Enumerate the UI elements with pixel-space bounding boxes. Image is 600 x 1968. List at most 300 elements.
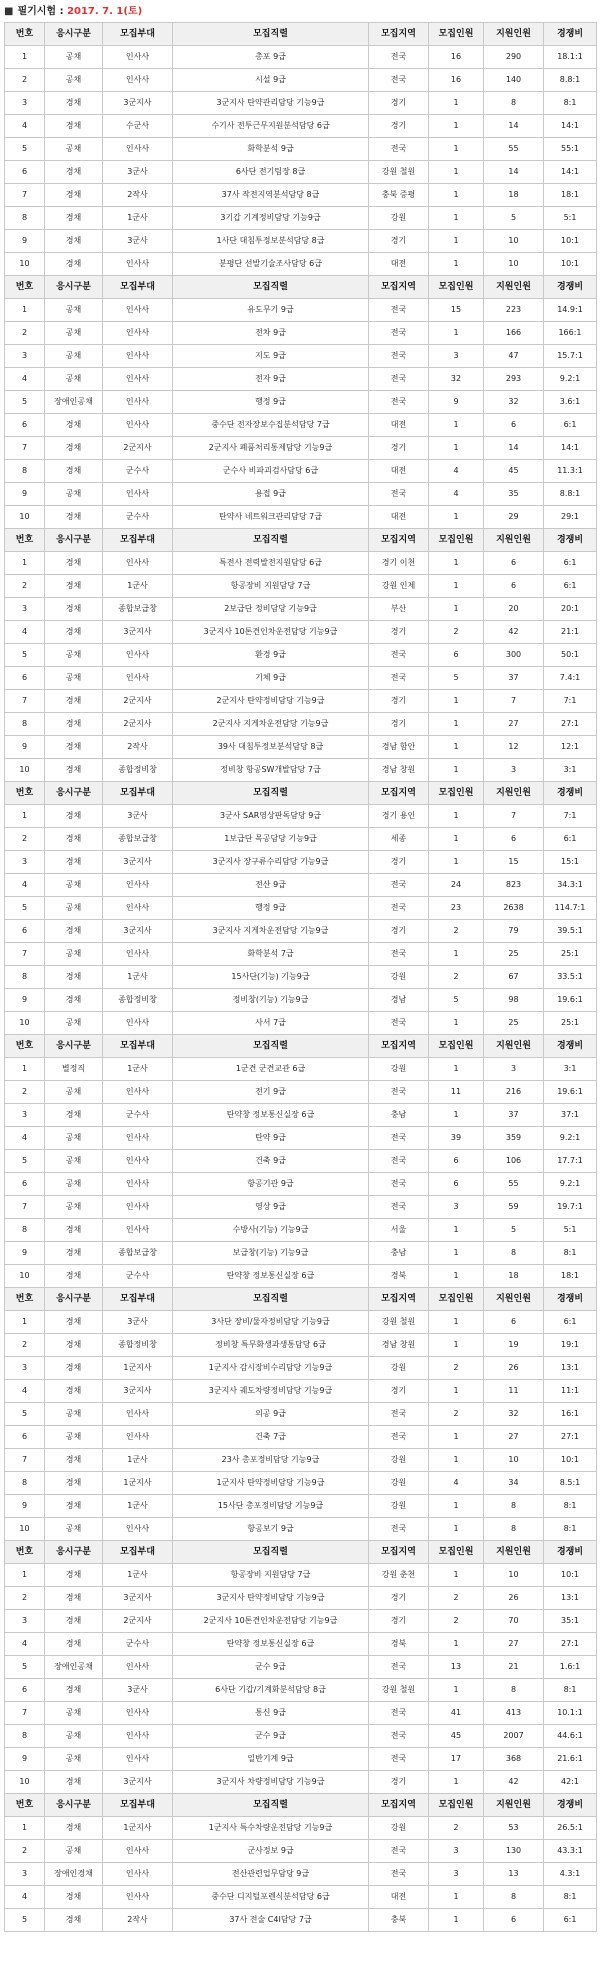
cell-position: 군수 9급	[173, 1656, 369, 1679]
cell-applicants: 59	[484, 1196, 544, 1219]
cell-applicants: 216	[484, 1081, 544, 1104]
cell-applicants: 42	[484, 621, 544, 644]
cell-quota: 1	[429, 1265, 484, 1288]
table-header-row	[5, 23, 597, 46]
cell-region: 경기	[369, 115, 429, 138]
cell-position: 수방사(기능) 기능9급	[173, 1219, 369, 1242]
cell-category: 경채	[45, 1311, 103, 1334]
table-row	[5, 1334, 597, 1357]
cell-applicants: 6	[484, 1311, 544, 1334]
cell-no: 4	[5, 368, 45, 391]
cell-position: 2군지사 10톤견인차운전담당 기능9급	[173, 1610, 369, 1633]
header-no: 번호	[5, 1794, 45, 1817]
cell-applicants: 70	[484, 1610, 544, 1633]
cell-applicants: 21	[484, 1656, 544, 1679]
cell-ratio: 18.1:1	[544, 46, 597, 69]
table-row	[5, 1380, 597, 1403]
cell-applicants: 14	[484, 437, 544, 460]
cell-ratio: 8.5:1	[544, 1472, 597, 1495]
cell-ratio: 55:1	[544, 138, 597, 161]
cell-applicants: 25	[484, 943, 544, 966]
cell-region: 대전	[369, 460, 429, 483]
cell-category: 경채	[45, 1334, 103, 1357]
cell-ratio: 20:1	[544, 598, 597, 621]
cell-unit: 인사사	[103, 322, 173, 345]
cell-region: 강원 철원	[369, 1311, 429, 1334]
cell-applicants: 8	[484, 92, 544, 115]
table-row	[5, 552, 597, 575]
cell-position: 전산관련업무담당 9급	[173, 1863, 369, 1886]
cell-quota: 15	[429, 299, 484, 322]
table-row	[5, 1403, 597, 1426]
cell-applicants: 10	[484, 1564, 544, 1587]
cell-category: 경채	[45, 1564, 103, 1587]
cell-ratio: 18:1	[544, 184, 597, 207]
cell-unit: 인사사	[103, 552, 173, 575]
cell-no: 9	[5, 230, 45, 253]
cell-quota: 1	[429, 138, 484, 161]
cell-no: 5	[5, 391, 45, 414]
header-quota: 모집인원	[429, 1794, 484, 1817]
cell-unit: 인사사	[103, 1403, 173, 1426]
cell-applicants: 27	[484, 713, 544, 736]
cell-quota: 3	[429, 1840, 484, 1863]
cell-quota: 1	[429, 1311, 484, 1334]
cell-quota: 3	[429, 1196, 484, 1219]
cell-region: 전국	[369, 345, 429, 368]
cell-ratio: 166:1	[544, 322, 597, 345]
cell-no: 5	[5, 1403, 45, 1426]
cell-category: 경채	[45, 1472, 103, 1495]
table-row	[5, 230, 597, 253]
cell-position: 탄약 9급	[173, 1127, 369, 1150]
cell-unit: 군수사	[103, 506, 173, 529]
cell-no: 5	[5, 897, 45, 920]
table-row	[5, 460, 597, 483]
cell-ratio: 8:1	[544, 1495, 597, 1518]
cell-applicants: 5	[484, 1219, 544, 1242]
cell-category: 경채	[45, 713, 103, 736]
cell-region: 전국	[369, 1127, 429, 1150]
table-row	[5, 966, 597, 989]
cell-unit: 종합정비창	[103, 759, 173, 782]
header-unit: 모집부대	[103, 1288, 173, 1311]
cell-unit: 인사사	[103, 1518, 173, 1541]
cell-no: 1	[5, 1058, 45, 1081]
cell-applicants: 223	[484, 299, 544, 322]
cell-applicants: 98	[484, 989, 544, 1012]
cell-position: 3군지사 10톤견인차운전담당 기능9급	[173, 621, 369, 644]
header-position: 모집직렬	[173, 1541, 369, 1564]
cell-region: 경기	[369, 621, 429, 644]
cell-category: 경채	[45, 253, 103, 276]
table-row	[5, 69, 597, 92]
cell-unit: 인사사	[103, 943, 173, 966]
cell-no: 3	[5, 345, 45, 368]
table-row	[5, 1863, 597, 1886]
cell-ratio: 4.3:1	[544, 1863, 597, 1886]
cell-category: 공채	[45, 46, 103, 69]
cell-applicants: 6	[484, 1909, 544, 1932]
cell-unit: 3군지사	[103, 1380, 173, 1403]
cell-category: 경채	[45, 506, 103, 529]
table-row	[5, 1495, 597, 1518]
cell-position: 1군지사 특수차량운전담당 기능9급	[173, 1817, 369, 1840]
cell-ratio: 12:1	[544, 736, 597, 759]
cell-region: 전국	[369, 299, 429, 322]
cell-category: 경채	[45, 690, 103, 713]
cell-no: 9	[5, 989, 45, 1012]
cell-region: 경남 창원	[369, 1334, 429, 1357]
cell-quota: 1	[429, 828, 484, 851]
table-row	[5, 1265, 597, 1288]
cell-unit: 2군지사	[103, 690, 173, 713]
header-region: 모집지역	[369, 1541, 429, 1564]
cell-no: 7	[5, 1702, 45, 1725]
table-row	[5, 1173, 597, 1196]
cell-position: 23사 총포정비담당 기능9급	[173, 1449, 369, 1472]
cell-ratio: 7.4:1	[544, 667, 597, 690]
table-header-row	[5, 1541, 597, 1564]
cell-unit: 인사사	[103, 483, 173, 506]
cell-quota: 1	[429, 690, 484, 713]
cell-unit: 인사사	[103, 1840, 173, 1863]
cell-quota: 1	[429, 805, 484, 828]
cell-category: 경채	[45, 851, 103, 874]
cell-applicants: 2638	[484, 897, 544, 920]
cell-position: 6사단 전기팀장 8급	[173, 161, 369, 184]
table-row	[5, 989, 597, 1012]
cell-region: 전국	[369, 138, 429, 161]
header-applicants: 지원인원	[484, 529, 544, 552]
cell-region: 대전	[369, 1886, 429, 1909]
cell-category: 공채	[45, 1518, 103, 1541]
cell-position: 환경 9급	[173, 644, 369, 667]
cell-ratio: 14:1	[544, 161, 597, 184]
cell-category: 경채	[45, 1357, 103, 1380]
cell-ratio: 9.2:1	[544, 1127, 597, 1150]
cell-category: 경채	[45, 920, 103, 943]
cell-ratio: 39.5:1	[544, 920, 597, 943]
cell-category: 경채	[45, 1771, 103, 1794]
cell-applicants: 166	[484, 322, 544, 345]
cell-position: 항공장비 지원담당 7급	[173, 1564, 369, 1587]
cell-position: 15사단 총포정비담당 기능9급	[173, 1495, 369, 1518]
header-region: 모집지역	[369, 1288, 429, 1311]
cell-applicants: 10	[484, 253, 544, 276]
header-applicants: 지원인원	[484, 276, 544, 299]
cell-position: 중수단 디지털포렌식분석담당 6급	[173, 1886, 369, 1909]
cell-category: 장애인공채	[45, 391, 103, 414]
cell-region: 전국	[369, 1518, 429, 1541]
header-region: 모집지역	[369, 23, 429, 46]
cell-unit: 1군사	[103, 207, 173, 230]
cell-ratio: 5:1	[544, 1219, 597, 1242]
cell-quota: 45	[429, 1725, 484, 1748]
cell-ratio: 6:1	[544, 828, 597, 851]
cell-no: 8	[5, 460, 45, 483]
cell-applicants: 6	[484, 828, 544, 851]
cell-no: 6	[5, 1426, 45, 1449]
cell-unit: 인사사	[103, 69, 173, 92]
cell-region: 대전	[369, 253, 429, 276]
header-region: 모집지역	[369, 1794, 429, 1817]
header-region: 모집지역	[369, 529, 429, 552]
cell-applicants: 7	[484, 805, 544, 828]
cell-unit: 종합보급창	[103, 598, 173, 621]
cell-category: 공채	[45, 874, 103, 897]
cell-quota: 1	[429, 1886, 484, 1909]
cell-ratio: 16:1	[544, 1403, 597, 1426]
cell-position: 탄약창 정보통신실장 6급	[173, 1104, 369, 1127]
title-label: 필기시험 :	[17, 6, 68, 17]
cell-category: 공채	[45, 1081, 103, 1104]
table-row	[5, 46, 597, 69]
cell-position: 항공보기 9급	[173, 1518, 369, 1541]
cell-ratio: 14:1	[544, 115, 597, 138]
cell-quota: 4	[429, 460, 484, 483]
cell-no: 7	[5, 184, 45, 207]
table-row	[5, 437, 597, 460]
table-row	[5, 598, 597, 621]
cell-unit: 인사사	[103, 1863, 173, 1886]
cell-position: 정비창 특무화생과생통담당 6급	[173, 1334, 369, 1357]
cell-position: 군수사 비파괴검사담당 6급	[173, 460, 369, 483]
cell-unit: 인사사	[103, 1702, 173, 1725]
cell-quota: 2	[429, 1357, 484, 1380]
cell-quota: 13	[429, 1656, 484, 1679]
cell-position: 화학분석 9급	[173, 138, 369, 161]
table-row	[5, 1081, 597, 1104]
table-row	[5, 1518, 597, 1541]
cell-category: 경채	[45, 621, 103, 644]
cell-category: 경채	[45, 1587, 103, 1610]
cell-applicants: 19	[484, 1334, 544, 1357]
cell-unit: 종합정비창	[103, 989, 173, 1012]
cell-unit: 수군사	[103, 115, 173, 138]
cell-category: 공채	[45, 1702, 103, 1725]
cell-region: 강원	[369, 1495, 429, 1518]
cell-position: 일반기계 9급	[173, 1748, 369, 1771]
cell-category: 경채	[45, 1886, 103, 1909]
header-no: 번호	[5, 276, 45, 299]
cell-no: 4	[5, 1633, 45, 1656]
table-row	[5, 184, 597, 207]
cell-region: 경기	[369, 1610, 429, 1633]
cell-applicants: 26	[484, 1587, 544, 1610]
header-category: 응시구분	[45, 1794, 103, 1817]
cell-no: 5	[5, 644, 45, 667]
cell-applicants: 37	[484, 1104, 544, 1127]
cell-applicants: 34	[484, 1472, 544, 1495]
cell-category: 경채	[45, 989, 103, 1012]
cell-ratio: 6:1	[544, 1909, 597, 1932]
table-row	[5, 1242, 597, 1265]
cell-no: 4	[5, 1886, 45, 1909]
cell-applicants: 12	[484, 736, 544, 759]
cell-quota: 3	[429, 1863, 484, 1886]
cell-ratio: 50:1	[544, 644, 597, 667]
header-ratio: 경쟁비	[544, 1288, 597, 1311]
cell-category: 공채	[45, 368, 103, 391]
cell-ratio: 27:1	[544, 1426, 597, 1449]
cell-applicants: 11	[484, 1380, 544, 1403]
cell-no: 3	[5, 1863, 45, 1886]
cell-unit: 2작사	[103, 1909, 173, 1932]
table-row	[5, 391, 597, 414]
cell-position: 전자 9급	[173, 368, 369, 391]
cell-region: 전국	[369, 1150, 429, 1173]
cell-position: 전기 9급	[173, 1081, 369, 1104]
cell-region: 전국	[369, 1863, 429, 1886]
cell-region: 세종	[369, 828, 429, 851]
cell-applicants: 2007	[484, 1725, 544, 1748]
cell-quota: 17	[429, 1748, 484, 1771]
cell-no: 1	[5, 1817, 45, 1840]
cell-applicants: 130	[484, 1840, 544, 1863]
cell-category: 경채	[45, 1449, 103, 1472]
cell-category: 경채	[45, 414, 103, 437]
cell-no: 4	[5, 1380, 45, 1403]
cell-quota: 1	[429, 1058, 484, 1081]
cell-category: 경채	[45, 736, 103, 759]
table-row	[5, 1725, 597, 1748]
table-row	[5, 1633, 597, 1656]
cell-no: 8	[5, 207, 45, 230]
cell-no: 10	[5, 759, 45, 782]
cell-category: 경채	[45, 1380, 103, 1403]
table-row	[5, 368, 597, 391]
cell-no: 1	[5, 552, 45, 575]
cell-no: 6	[5, 667, 45, 690]
table-row	[5, 1104, 597, 1127]
cell-region: 전국	[369, 667, 429, 690]
table-header-row	[5, 1035, 597, 1058]
cell-category: 공채	[45, 897, 103, 920]
cell-category: 장애인경채	[45, 1863, 103, 1886]
cell-ratio: 10:1	[544, 1564, 597, 1587]
cell-region: 경기	[369, 920, 429, 943]
cell-ratio: 8:1	[544, 1679, 597, 1702]
header-ratio: 경쟁비	[544, 276, 597, 299]
cell-category: 경채	[45, 1817, 103, 1840]
cell-unit: 인사사	[103, 1150, 173, 1173]
cell-category: 경채	[45, 1265, 103, 1288]
cell-position: 3군사 SAR영상판독담당 9급	[173, 805, 369, 828]
table-row	[5, 644, 597, 667]
header-category: 응시구분	[45, 1541, 103, 1564]
table-row	[5, 1610, 597, 1633]
cell-no: 5	[5, 1150, 45, 1173]
cell-position: 총포 9급	[173, 46, 369, 69]
cell-position: 1군지사 감시장비수리담당 기능9급	[173, 1357, 369, 1380]
cell-no: 10	[5, 253, 45, 276]
cell-quota: 16	[429, 69, 484, 92]
table-row	[5, 345, 597, 368]
cell-unit: 3군지사	[103, 1771, 173, 1794]
header-unit: 모집부대	[103, 1541, 173, 1564]
cell-unit: 3군사	[103, 1311, 173, 1334]
cell-region: 경남 함안	[369, 736, 429, 759]
cell-region: 전국	[369, 1725, 429, 1748]
cell-category: 경채	[45, 598, 103, 621]
cell-unit: 군수사	[103, 1104, 173, 1127]
table-row	[5, 1702, 597, 1725]
cell-ratio: 10:1	[544, 1449, 597, 1472]
cell-region: 경기	[369, 1587, 429, 1610]
cell-quota: 1	[429, 230, 484, 253]
cell-quota: 1	[429, 943, 484, 966]
cell-position: 3군지사 탄약관리담당 기능9급	[173, 92, 369, 115]
cell-quota: 2	[429, 1817, 484, 1840]
cell-category: 경채	[45, 161, 103, 184]
cell-region: 전국	[369, 1012, 429, 1035]
cell-category: 공채	[45, 667, 103, 690]
cell-quota: 4	[429, 1472, 484, 1495]
cell-applicants: 18	[484, 1265, 544, 1288]
cell-position: 정비창(기능) 기능9급	[173, 989, 369, 1012]
header-applicants: 지원인원	[484, 1035, 544, 1058]
cell-region: 강원	[369, 1472, 429, 1495]
cell-unit: 인사사	[103, 667, 173, 690]
cell-no: 6	[5, 161, 45, 184]
table-row	[5, 161, 597, 184]
cell-unit: 2군지사	[103, 437, 173, 460]
cell-unit: 인사사	[103, 1196, 173, 1219]
cell-category: 경채	[45, 1679, 103, 1702]
header-position: 모집직렬	[173, 276, 369, 299]
cell-quota: 1	[429, 506, 484, 529]
cell-region: 전국	[369, 322, 429, 345]
cell-region: 대전	[369, 506, 429, 529]
cell-quota: 1	[429, 851, 484, 874]
header-no: 번호	[5, 782, 45, 805]
cell-no: 10	[5, 506, 45, 529]
cell-no: 2	[5, 322, 45, 345]
cell-quota: 1	[429, 1771, 484, 1794]
cell-quota: 2	[429, 920, 484, 943]
cell-category: 공채	[45, 1725, 103, 1748]
cell-unit: 인사사	[103, 299, 173, 322]
cell-ratio: 6:1	[544, 1311, 597, 1334]
cell-region: 경기 용인	[369, 805, 429, 828]
cell-applicants: 7	[484, 690, 544, 713]
cell-ratio: 15.7:1	[544, 345, 597, 368]
header-applicants: 지원인원	[484, 1541, 544, 1564]
cell-ratio: 44.6:1	[544, 1725, 597, 1748]
cell-region: 대전	[369, 414, 429, 437]
cell-quota: 1	[429, 414, 484, 437]
header-unit: 모집부대	[103, 1035, 173, 1058]
cell-no: 2	[5, 1587, 45, 1610]
cell-unit: 군수사	[103, 1265, 173, 1288]
cell-applicants: 25	[484, 1012, 544, 1035]
cell-category: 공채	[45, 1173, 103, 1196]
cell-no: 9	[5, 1242, 45, 1265]
cell-quota: 1	[429, 598, 484, 621]
cell-quota: 6	[429, 1150, 484, 1173]
cell-applicants: 18	[484, 184, 544, 207]
table-row	[5, 690, 597, 713]
table-row	[5, 759, 597, 782]
cell-applicants: 67	[484, 966, 544, 989]
cell-category: 경채	[45, 575, 103, 598]
cell-unit: 1군지사	[103, 1472, 173, 1495]
cell-applicants: 8	[484, 1679, 544, 1702]
cell-quota: 1	[429, 575, 484, 598]
cell-quota: 23	[429, 897, 484, 920]
cell-applicants: 27	[484, 1426, 544, 1449]
